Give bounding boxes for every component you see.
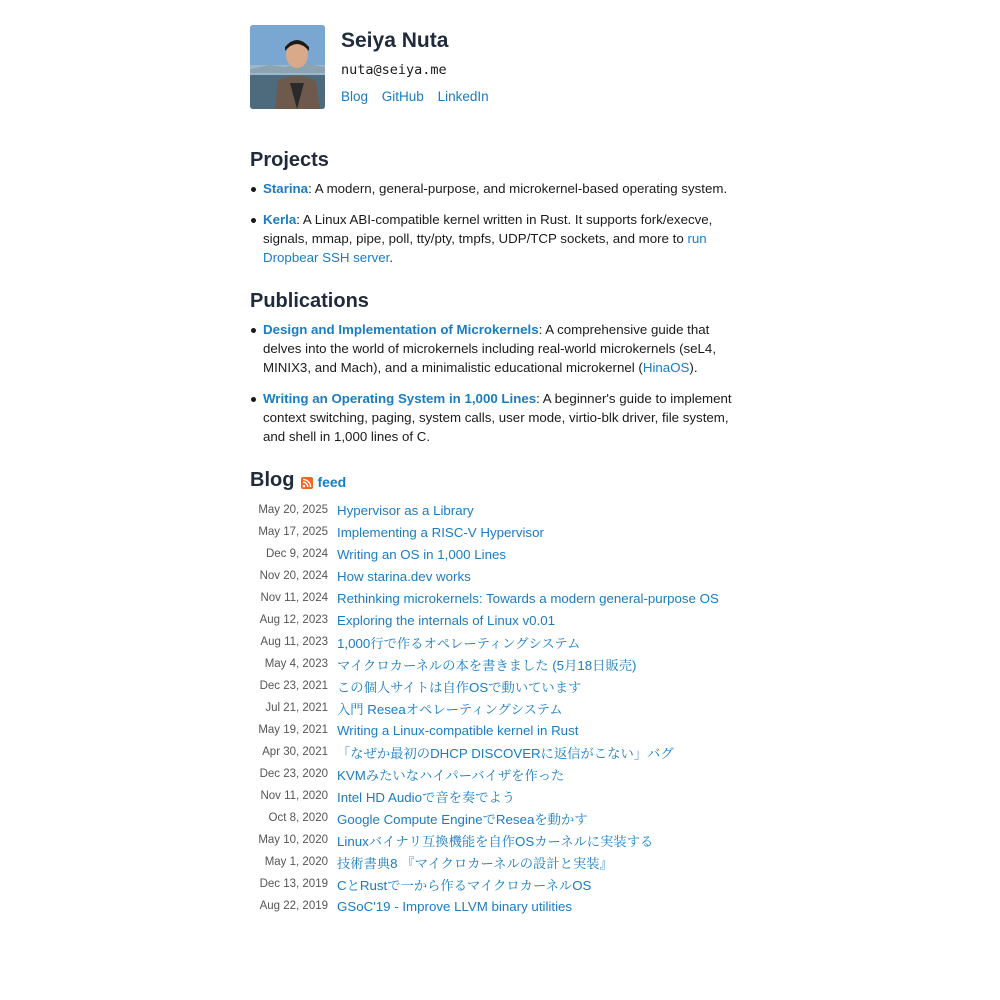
table-row: [250, 565, 719, 587]
post-title-cell: [337, 543, 719, 565]
table-row: [250, 829, 719, 851]
post-link[interactable]: Linuxバイナリ互換機能を自作OSカーネルに実装する: [337, 833, 654, 849]
post-date: Nov 11, 2020: [260, 790, 328, 802]
post-date: May 1, 2020: [264, 856, 328, 868]
hinaos-link[interactable]: HinaOS: [642, 360, 690, 375]
post-title-cell: [337, 829, 719, 851]
feed-link[interactable]: [301, 474, 346, 490]
table-row: [250, 895, 719, 917]
publication-os-1000-lines-link[interactable]: Writing an Operating System in 1,000 Lines: [263, 391, 537, 406]
post-title-cell: [337, 697, 719, 719]
post-title-cell: [337, 565, 719, 587]
post-date: Nov 11, 2024: [260, 592, 328, 604]
project-description: : A modern, general-purpose, and microkernel-based operating system.: [308, 181, 728, 196]
post-title-cell: [337, 741, 719, 763]
blog-section: [250, 467, 750, 917]
publication-microkernels-link[interactable]: Design and Implementation of Microkernels: [263, 322, 539, 337]
post-link[interactable]: Intel HD Audioで音を奏でよう: [337, 789, 516, 805]
projects-list: [250, 179, 750, 267]
post-title-cell: [337, 609, 719, 631]
post-date: Aug 12, 2023: [259, 614, 328, 626]
post-title-cell: [337, 895, 719, 917]
post-title-cell: [337, 521, 719, 543]
post-title-cell: [337, 499, 719, 521]
table-row: [250, 587, 719, 609]
post-date: Dec 9, 2024: [265, 548, 328, 560]
post-title-cell: [337, 785, 719, 807]
table-row: [250, 763, 719, 785]
post-link[interactable]: Google Compute EngineでReseaを動かす: [337, 811, 588, 827]
post-link[interactable]: Writing an OS in 1,000 Lines: [337, 546, 507, 562]
avatar: [250, 25, 325, 109]
post-link[interactable]: Hypervisor as a Library: [337, 502, 474, 518]
table-row: [250, 697, 719, 719]
list-item: [250, 320, 750, 377]
post-date: Apr 30, 2021: [262, 746, 328, 758]
post-date: Dec 23, 2020: [259, 768, 328, 780]
post-title-cell: [337, 763, 719, 785]
post-link[interactable]: How starina.dev works: [337, 568, 471, 584]
blog-link[interactable]: Blog: [341, 89, 369, 104]
post-date: Nov 20, 2024: [259, 570, 328, 582]
post-link[interactable]: Writing a Linux-compatible kernel in Rust: [337, 722, 579, 738]
project-kerla-link[interactable]: Kerla: [263, 212, 297, 227]
list-item: [250, 210, 750, 267]
punctuation: .: [389, 250, 394, 265]
rss-icon: [301, 476, 313, 488]
post-link[interactable]: CとRustで一から作るマイクロカーネルOS: [337, 877, 592, 893]
blog-posts-body: [250, 499, 719, 917]
table-row: [250, 653, 719, 675]
profile-info: [341, 27, 499, 106]
post-title-cell: [337, 675, 719, 697]
post-date: May 20, 2025: [258, 504, 328, 516]
post-title-cell: [337, 587, 719, 609]
feed-label: feed: [317, 474, 347, 490]
table-row: [250, 499, 719, 521]
post-link[interactable]: 入門 Reseaオペレーティングシステム: [337, 701, 563, 717]
post-link[interactable]: 「なぜか最初のDHCP DISCOVERに返信がこない」バグ: [337, 745, 674, 761]
post-link[interactable]: 1,000行で作るオペレーティングシステム: [337, 635, 581, 651]
table-row: [250, 851, 719, 873]
profile-header: [250, 0, 750, 120]
post-title-cell: [337, 851, 719, 873]
post-date: Aug 11, 2023: [260, 636, 328, 648]
project-starina-link[interactable]: Starina: [263, 181, 309, 196]
blog-heading: Blog: [250, 469, 295, 491]
post-date: Aug 22, 2019: [259, 900, 328, 912]
post-link[interactable]: マイクロカーネルの本を書きました (5月18日販売): [337, 657, 637, 673]
profile-links: [341, 88, 499, 106]
post-date: May 19, 2021: [258, 724, 328, 736]
post-title-cell: [337, 653, 719, 675]
table-row: [250, 873, 719, 895]
table-row: [250, 675, 719, 697]
publications-list: [250, 320, 750, 446]
table-row: [250, 807, 719, 829]
post-date: Jul 21, 2021: [265, 702, 328, 714]
post-title-cell: [337, 719, 719, 741]
blog-header: [250, 467, 750, 493]
post-link[interactable]: Rethinking microkernels: Towards a modern general-purpose OS: [337, 590, 719, 606]
post-title-cell: [337, 631, 719, 653]
post-date: May 17, 2025: [258, 526, 328, 538]
table-row: [250, 609, 719, 631]
dropbear-ssh-link[interactable]: run Dropbear SSH server: [263, 231, 707, 265]
list-item: [250, 389, 750, 446]
publications-heading: Publications: [250, 290, 369, 312]
list-item: [250, 179, 750, 198]
blog-posts-table: [250, 499, 719, 917]
table-row: [250, 741, 719, 763]
publication-description: : A beginner's guide to implement context switching, paging, system calls, user mode, virtio-blk driver, file system, and shell in 1,000 lines of C.: [263, 391, 732, 444]
post-link[interactable]: 技術書典8 『マイクロカーネルの設計と実装』: [337, 855, 613, 871]
page: [250, 0, 750, 917]
post-link[interactable]: KVMみたいなハイパーバイザを作った: [337, 767, 565, 783]
post-title-cell: [337, 873, 719, 895]
projects-section: [250, 147, 750, 267]
post-date: Dec 23, 2021: [259, 680, 328, 692]
projects-heading: Projects: [250, 149, 329, 171]
table-row: [250, 521, 719, 543]
post-date: May 10, 2020: [258, 834, 328, 846]
github-link[interactable]: GitHub: [381, 89, 424, 104]
table-row: [250, 631, 719, 653]
profile-email: nuta@seiya.me: [341, 62, 447, 78]
post-title-cell: [337, 807, 719, 829]
table-row: [250, 785, 719, 807]
post-date: Oct 8, 2020: [268, 812, 328, 824]
publication-description: : A comprehensive guide that delves into the world of microkernels including real-world microkernels (seL4, MINIX3, and Mach), and a minimalistic educational microkernel (: [263, 322, 717, 375]
post-link[interactable]: Exploring the internals of Linux v0.01: [337, 612, 556, 628]
table-row: [250, 719, 719, 741]
punctuation: ).: [689, 360, 698, 375]
post-date: Dec 13, 2019: [259, 878, 328, 890]
linkedin-link[interactable]: LinkedIn: [437, 89, 489, 104]
project-description: : A Linux ABI-compatible kernel written in Rust. It supports fork/execve, signals, mmap, pipe, poll, tty/pty, tmpfs, UDP/TCP sockets, and more to: [263, 212, 713, 246]
post-link[interactable]: Implementing a RISC-V Hypervisor: [337, 524, 544, 540]
publications-section: [250, 288, 750, 446]
post-date: May 4, 2023: [264, 658, 328, 670]
profile-name: Seiya Nuta: [341, 29, 449, 52]
post-link[interactable]: この個人サイトは自作OSで動いています: [337, 679, 582, 695]
post-link[interactable]: GSoC'19 - Improve LLVM binary utilities: [337, 898, 573, 914]
table-row: [250, 543, 719, 565]
